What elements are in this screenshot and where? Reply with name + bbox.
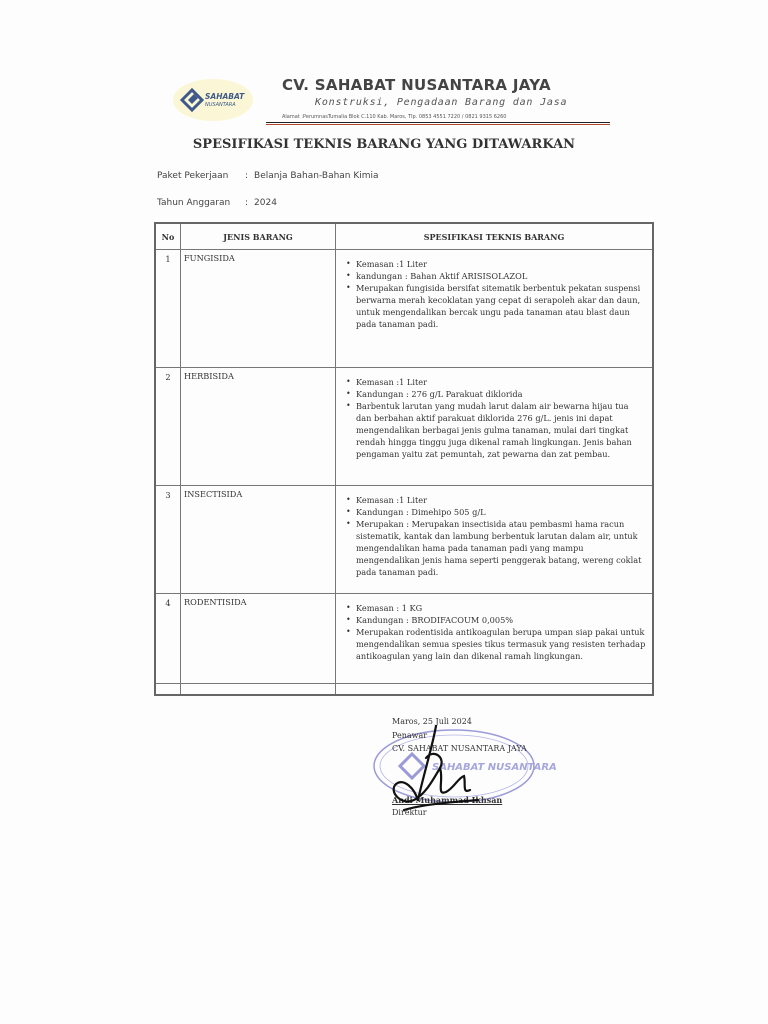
header-rule-accent	[266, 124, 610, 125]
company-tagline: Konstruksi, Pengadaan Barang dan Jasa	[315, 97, 568, 108]
meta-label: Tahun Anggaran	[157, 198, 231, 208]
spec-item: • Kandungan : 276 g/L Parakuat diklorida	[346, 389, 523, 399]
spec-item: • Kemasan :1 Liter	[346, 259, 428, 269]
spec-item: • Kandungan : BRODIFACOUM 0,005%	[346, 615, 514, 625]
row-no: 3	[155, 486, 181, 594]
meta-value: Belanja Bahan-Bahan Kimia	[254, 171, 379, 181]
row-jenis: FUNGISIDA	[181, 250, 336, 368]
logo-text-2: NUSANTARA	[205, 102, 236, 108]
table-row-empty	[155, 684, 653, 696]
table-header-row	[155, 223, 653, 250]
meta-sep: :	[245, 198, 249, 208]
spec-item: • Merupakan fungisida bersifat sitematik berbentuk pekatan suspensi berwarna merah kecoklatan yang cepat di serapoleh akar dan daun, untuk mengendalikan bercak ungu pada tanaman atau blast daun pada tanaman padi.	[346, 283, 641, 329]
table-row	[155, 250, 653, 368]
spec-item: • kandungan : Bahan Aktif ARISISOLAZOL	[346, 271, 528, 281]
sign-position: Direktur	[392, 808, 427, 817]
stamp-text: SAHABAT NUSANTARA	[432, 762, 557, 773]
spec-item: • Merupakan rodentisida antikoagulan berupa umpan siap pakai untuk mengendalikan semua spesies tikus termasuk yang resisten terhadap antikoagulan yang lain dan dikenal ramah lingkungan.	[346, 627, 646, 661]
spec-item: • Kemasan : 1 KG	[346, 603, 423, 613]
company-address: Alamat :PerumnasTumalia Blok C.110 Kab. Maros, Tlp. 0853 4551 7220 / 0821 9315 6260	[282, 114, 507, 120]
table-row	[155, 368, 653, 486]
spec-table	[154, 222, 654, 696]
row-no: 2	[155, 368, 181, 486]
table-row	[155, 486, 653, 594]
row-no: 1	[155, 250, 181, 368]
header-rule	[266, 122, 610, 123]
spec-item: • Merupakan : Merupakan insectisida atau pembasmi hama racun sistematik, kantak dan lambung berbentuk larutan dalam air, untuk mengendalikan hama pada tanaman padi yang mampu mengendalikan jenis hama seperti penggerak batang, wereng coklat pada tanaman padi.	[346, 519, 642, 577]
meta-tahun	[157, 198, 277, 208]
sign-place-date: Maros, 25 Juli 2024	[392, 717, 472, 726]
row-jenis: RODENTISIDA	[181, 594, 336, 684]
meta-sep: :	[245, 171, 249, 181]
header-no: No	[155, 223, 181, 250]
spec-item: • Kandungan : Dimehipo 505 g/L	[346, 507, 486, 517]
header-jenis: JENIS BARANG	[181, 223, 336, 250]
company-logo	[172, 78, 254, 122]
sign-company: CV. SAHABAT NUSANTARA JAYA	[392, 744, 527, 753]
row-no: 4	[155, 594, 181, 684]
spec-item: • Kemasan :1 Liter	[346, 495, 428, 505]
row-jenis: INSECTISIDA	[181, 486, 336, 594]
document-title: SPESIFIKASI TEKNIS BARANG YANG DITAWARKAN	[192, 137, 576, 152]
spec-item: • Barbentuk larutan yang mudah larut dalam air bewarna hijau tua dan berbahan aktif parakuat diklorida 276 g/L. jenis ini dapat mengendalikan berbagai jenis gulma tanaman, mulai dari tingkat rendah hingga tinggu juga dikenal ramah lingkungan. Jenis bahan pengaman yaitu zat pemuntah, zat pewarna dan zat pembau.	[346, 401, 632, 459]
handwritten-signature	[374, 718, 484, 818]
row-spec	[336, 368, 654, 486]
company-name: CV. SAHABAT NUSANTARA JAYA	[282, 76, 551, 94]
spec-item: • Kemasan :1 Liter	[346, 377, 428, 387]
table-row	[155, 594, 653, 684]
meta-value: 2024	[254, 198, 277, 208]
logo-text-1: SAHABAT	[205, 92, 245, 101]
meta-paket	[157, 171, 379, 181]
row-spec	[336, 250, 654, 368]
row-spec	[336, 486, 654, 594]
header-spec: SPESIFIKASI TEKNIS BARANG	[336, 223, 654, 250]
row-jenis: HERBISIDA	[181, 368, 336, 486]
row-spec	[336, 594, 654, 684]
sign-name: Andi Muhammad Ikhsan	[392, 795, 503, 805]
meta-label: Paket Pekerjaan	[157, 171, 229, 181]
sign-role: Penawar	[392, 731, 428, 740]
